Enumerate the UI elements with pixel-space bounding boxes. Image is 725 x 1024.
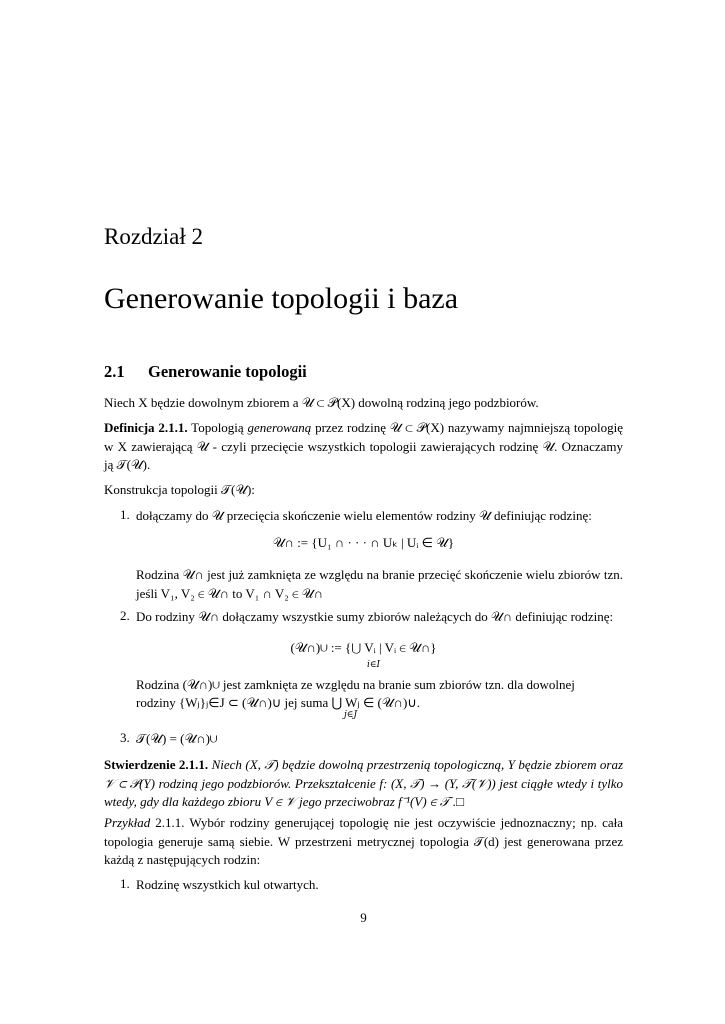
- step-3-number: 3.: [120, 730, 130, 745]
- chapter-title: Generowanie topologii i baza: [104, 282, 459, 315]
- construction-intro: Konstrukcja topologii 𝒯(𝒰):: [104, 482, 255, 497]
- definition-text-after: przez rodzinę 𝒰 ⊂ 𝒫(X) nazywamy najmniejszą topologię w X zawierającą 𝒰 - czyli przecięcie wszystkich topologii zawierających rodzinę 𝒰. Oznaczamy ją 𝒯(𝒰).: [104, 420, 623, 472]
- step-2-formula: (𝒰∩)∪ := {⋃ Vᵢ | Vᵢ ∈ 𝒰∩}: [290, 640, 437, 655]
- section-title: Generowanie topologii: [148, 362, 307, 381]
- step-1-after: Rodzina 𝒰∩ jest już zamknięta ze względu na branie przecięć skończenie wielu zbiorów tzn. jeśli V₁, V₂ ∈ 𝒰∩ to V₁ ∩ V₂ ∈ 𝒰∩: [136, 567, 623, 601]
- definition-label: Definicja 2.1.1.: [104, 420, 188, 435]
- example-label: Przykład: [104, 815, 151, 830]
- step-1-formula: 𝒰∩ := {U₁ ∩ · · · ∩ Uₖ | Uᵢ ∈ 𝒰}: [272, 535, 455, 550]
- example-text: 2.1.1. Wybór rodziny generującej topologię nie jest oczywiście jednoznaczny; np. cała topologia generuje samą siebie. W przestrzeni metrycznej topologia 𝒯(d) jest generowana przez każdą z następujących rodzin:: [104, 815, 623, 867]
- example-item-1-number: 1.: [120, 876, 130, 891]
- proposition: [104, 756, 623, 812]
- step-2-text: Do rodziny 𝒰∩ dołączamy wszystkie sumy zbiorów należących do 𝒰∩ definiując rodzinę:: [136, 609, 614, 624]
- proposition-text: Niech (X, 𝒯) będzie dowolną przestrzenią topologiczną, Y będzie zbiorem oraz 𝒱 ⊂ 𝒫(Y) rodziną jego podzbiorów. Przekształcenie f: (X, 𝒯) → (Y, 𝒯(𝒱)) jest ciągłe wtedy i tylko wtedy, gdy dla każdego zbioru V ∈ 𝒱 jego przeciwobraz f⁻¹(V) ∈ 𝒯 .□: [104, 757, 624, 809]
- step-3-text: 𝒯(𝒰) = (𝒰∩)∪: [136, 731, 218, 746]
- section-heading: [104, 362, 307, 382]
- step-2-after-line1: Rodzina (𝒰∩)∪ jest zamknięta ze względu na branie sum zbiorów tzn. dla dowolnej: [136, 677, 575, 692]
- intro-paragraph: Niech X będzie dowolnym zbiorem a 𝒰 ⊂ 𝒫(X) dowolną rodziną jego podzbiorów.: [104, 395, 539, 410]
- step-2-after-sub: j∈J: [344, 710, 358, 720]
- step-1-number: 1.: [120, 507, 130, 522]
- step-1-text: dołączamy do 𝒰 przecięcia skończenie wielu elementów rodziny 𝒰 definiując rodzinę:: [136, 508, 592, 523]
- section-number: 2.1: [104, 362, 125, 381]
- proposition-label: Stwierdzenie 2.1.1.: [104, 757, 209, 772]
- page-number: 9: [360, 910, 367, 925]
- chapter-label: Rozdział 2: [104, 224, 203, 249]
- example-item-1-text: Rodzinę wszystkich kul otwartych.: [136, 877, 319, 892]
- step-2-formula-sub: i∈I: [367, 660, 381, 670]
- definition: [104, 419, 623, 475]
- step-2-after-line2: rodziny {Wⱼ}ⱼ∈J ⊂ (𝒰∩)∪ jej suma ⋃ Wⱼ ∈ (𝒰∩)∪.: [136, 695, 421, 710]
- example: [104, 814, 623, 870]
- definition-text-before: Topologią: [187, 420, 248, 435]
- step-2-number: 2.: [120, 608, 130, 623]
- definition-emph: generowaną: [247, 420, 312, 435]
